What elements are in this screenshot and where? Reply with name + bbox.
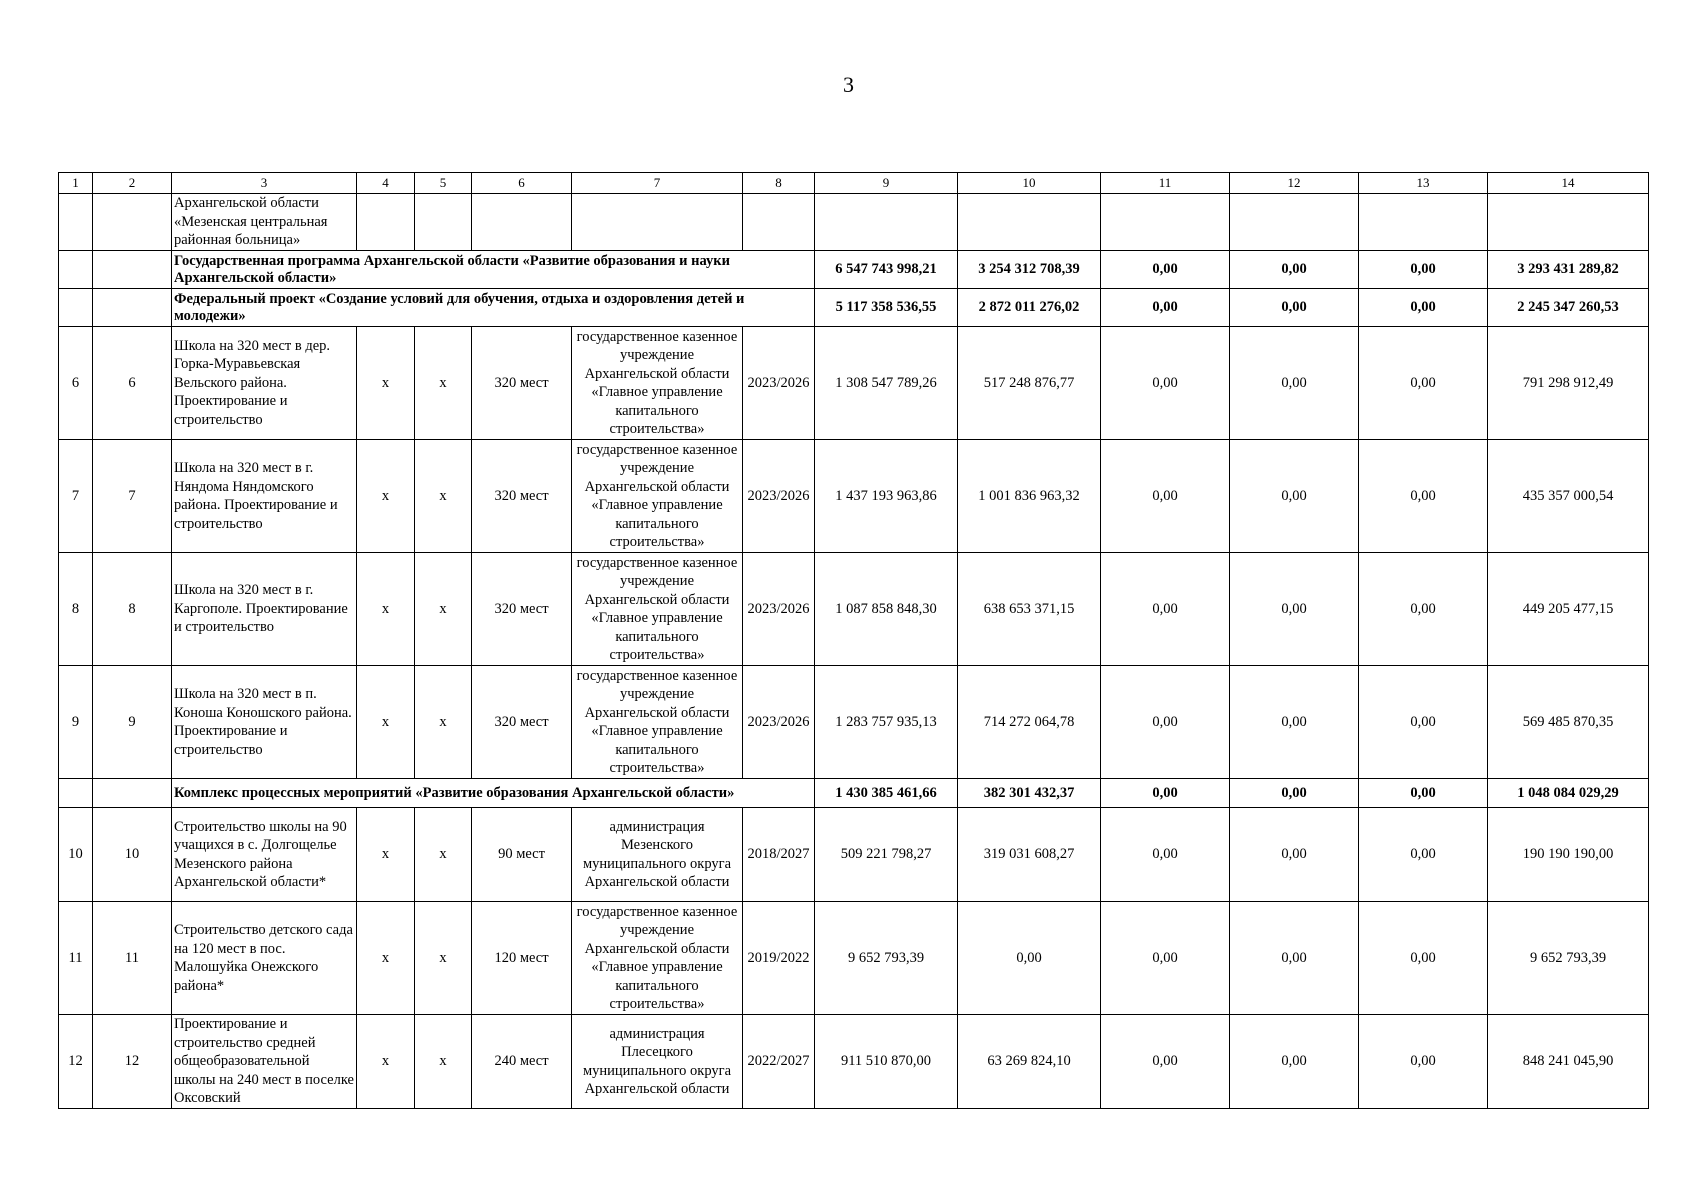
amount: 190 190 190,00	[1488, 808, 1649, 902]
object-name: Школа на 320 мест в п. Коноша Коношского района. Проектирование и строительство	[172, 666, 357, 779]
amount: 911 510 870,00	[815, 1015, 958, 1109]
amount: 0,00	[1359, 808, 1488, 902]
col-header: 14	[1488, 173, 1649, 194]
col-header: 7	[572, 173, 743, 194]
amount: 0,00	[1101, 251, 1230, 289]
complex-title: Комплекс процессных мероприятий «Развитие образования Архангельской области»	[172, 779, 815, 808]
col-header: 10	[958, 173, 1101, 194]
amount: 0,00	[1230, 779, 1359, 808]
capacity: 90 мест	[472, 808, 572, 902]
amount: 3 293 431 289,82	[1488, 251, 1649, 289]
page-number: 3	[843, 72, 854, 97]
amount: 0,00	[1101, 666, 1230, 779]
federal-project-title: Федеральный проект «Создание условий для обучения, отдыха и оздоровления детей и молодежи»	[172, 289, 815, 327]
capacity: 320 мест	[472, 440, 572, 553]
col-header: 2	[93, 173, 172, 194]
amount: 0,00	[1359, 440, 1488, 553]
amount: 319 031 608,27	[958, 808, 1101, 902]
table-row: 6 6 Школа на 320 мест в дер. Горка-Муравьевская Вельского района. Проектирование и строительство х х 320 мест государственное казенное учреждение Архангельской области «Главное управление капитального строительства» 2023/2026 1 308 547 789,26 517 248 876,77 0,00 0,00 0,00 791 298 912,49	[59, 327, 1649, 440]
capacity: 320 мест	[472, 666, 572, 779]
customer: администрация Мезенского муниципального округа Архангельской области	[572, 808, 743, 902]
col-header: 1	[59, 173, 93, 194]
capacity: 120 мест	[472, 902, 572, 1015]
amount: 2 245 347 260,53	[1488, 289, 1649, 327]
amount: 0,00	[1359, 666, 1488, 779]
col-header: 11	[1101, 173, 1230, 194]
col-header: 6	[472, 173, 572, 194]
amount: 435 357 000,54	[1488, 440, 1649, 553]
col-header: 9	[815, 173, 958, 194]
capacity: 320 мест	[472, 553, 572, 666]
amount: 509 221 798,27	[815, 808, 958, 902]
customer: государственное казенное учреждение Архангельской области «Главное управление капитального строительства»	[572, 666, 743, 779]
table-row: 9 9 Школа на 320 мест в п. Коноша Коношского района. Проектирование и строительство х х 320 мест государственное казенное учреждение Архангельской области «Главное управление капитального строительства» 2023/2026 1 283 757 935,13 714 272 064,78 0,00 0,00 0,00 569 485 870,35	[59, 666, 1649, 779]
amount: 0,00	[1101, 289, 1230, 327]
amount: 0,00	[1230, 1015, 1359, 1109]
amount: 714 272 064,78	[958, 666, 1101, 779]
col-header: 3	[172, 173, 357, 194]
amount: 1 087 858 848,30	[815, 553, 958, 666]
continuation-row	[59, 194, 1649, 251]
amount: 1 308 547 789,26	[815, 327, 958, 440]
investment-objects-table	[58, 172, 1649, 1109]
object-name: Школа на 320 мест в г. Каргополе. Проектирование и строительство	[172, 553, 357, 666]
amount: 1 001 836 963,32	[958, 440, 1101, 553]
customer: государственное казенное учреждение Архангельской области «Главное управление капитального строительства»	[572, 327, 743, 440]
object-name: Проектирование и строительство средней общеобразовательной школы на 240 мест в поселке Оксовский	[172, 1015, 357, 1109]
amount: 63 269 824,10	[958, 1015, 1101, 1109]
amount: 2 872 011 276,02	[958, 289, 1101, 327]
amount: 0,00	[1230, 440, 1359, 553]
amount: 0,00	[1101, 1015, 1230, 1109]
period: 2018/2027	[743, 808, 815, 902]
period: 2023/2026	[743, 327, 815, 440]
col-header: 5	[415, 173, 472, 194]
period: 2022/2027	[743, 1015, 815, 1109]
amount: 0,00	[1101, 779, 1230, 808]
amount: 0,00	[1230, 251, 1359, 289]
amount: 0,00	[1359, 902, 1488, 1015]
amount: 1 437 193 963,86	[815, 440, 958, 553]
amount: 0,00	[958, 902, 1101, 1015]
object-name: Строительство детского сада на 120 мест в пос. Малошуйка Онежского района*	[172, 902, 357, 1015]
col-header: 8	[743, 173, 815, 194]
federal-project-total-row	[59, 289, 1649, 327]
complex-total-row	[59, 779, 1649, 808]
amount: 0,00	[1101, 902, 1230, 1015]
amount: 0,00	[1230, 553, 1359, 666]
object-name: Школа на 320 мест в г. Няндома Няндомского района. Проектирование и строительство	[172, 440, 357, 553]
amount: 0,00	[1230, 327, 1359, 440]
period: 2023/2026	[743, 666, 815, 779]
amount: 382 301 432,37	[958, 779, 1101, 808]
col-header: 4	[357, 173, 415, 194]
customer: государственное казенное учреждение Архангельской области «Главное управление капитального строительства»	[572, 902, 743, 1015]
amount: 0,00	[1230, 808, 1359, 902]
amount: 848 241 045,90	[1488, 1015, 1649, 1109]
amount: 6 547 743 998,21	[815, 251, 958, 289]
amount: 0,00	[1230, 289, 1359, 327]
amount: 569 485 870,35	[1488, 666, 1649, 779]
column-number-row	[59, 173, 1649, 194]
amount: 0,00	[1359, 779, 1488, 808]
amount: 0,00	[1101, 808, 1230, 902]
object-name: Архангельской области «Мезенская центральная районная больница»	[172, 194, 357, 251]
amount: 0,00	[1359, 289, 1488, 327]
amount: 1 430 385 461,66	[815, 779, 958, 808]
object-name: Строительство школы на 90 учащихся в с. Долгощелье Мезенского района Архангельской области*	[172, 808, 357, 902]
col-header: 12	[1230, 173, 1359, 194]
amount: 0,00	[1359, 327, 1488, 440]
program-total-row	[59, 251, 1649, 289]
customer: администрация Плесецкого муниципального округа Архангельской области	[572, 1015, 743, 1109]
amount: 0,00	[1230, 902, 1359, 1015]
program-title: Государственная программа Архангельской области «Развитие образования и науки Архангельской области»	[172, 251, 815, 289]
table-row: 8 8 Школа на 320 мест в г. Каргополе. Проектирование и строительство х х 320 мест государственное казенное учреждение Архангельской области «Главное управление капитального строительства» 2023/2026 1 087 858 848,30 638 653 371,15 0,00 0,00 0,00 449 205 477,15	[59, 553, 1649, 666]
amount: 1 048 084 029,29	[1488, 779, 1649, 808]
amount: 5 117 358 536,55	[815, 289, 958, 327]
amount: 449 205 477,15	[1488, 553, 1649, 666]
amount: 1 283 757 935,13	[815, 666, 958, 779]
amount: 9 652 793,39	[815, 902, 958, 1015]
amount: 0,00	[1359, 553, 1488, 666]
period: 2023/2026	[743, 440, 815, 553]
amount: 0,00	[1101, 327, 1230, 440]
customer: государственное казенное учреждение Архангельской области «Главное управление капитального строительства»	[572, 440, 743, 553]
table-row: 11 11 Строительство детского сада на 120 мест в пос. Малошуйка Онежского района* х х 120 мест государственное казенное учреждение Архангельской области «Главное управление капитального строительства» 2019/2022 9 652 793,39 0,00 0,00 0,00 0,00 9 652 793,39	[59, 902, 1649, 1015]
amount: 0,00	[1101, 440, 1230, 553]
col-header: 13	[1359, 173, 1488, 194]
period: 2019/2022	[743, 902, 815, 1015]
amount: 0,00	[1230, 666, 1359, 779]
amount: 0,00	[1359, 251, 1488, 289]
customer: государственное казенное учреждение Архангельской области «Главное управление капитального строительства»	[572, 553, 743, 666]
amount: 0,00	[1101, 553, 1230, 666]
capacity: 240 мест	[472, 1015, 572, 1109]
amount: 0,00	[1359, 1015, 1488, 1109]
object-name: Школа на 320 мест в дер. Горка-Муравьевская Вельского района. Проектирование и строительство	[172, 327, 357, 440]
amount: 638 653 371,15	[958, 553, 1101, 666]
table-row: 12 12 Проектирование и строительство средней общеобразовательной школы на 240 мест в поселке Оксовский х х 240 мест администрация Плесецкого муниципального округа Архангельской области 2022/2027 911 510 870,00 63 269 824,10 0,00 0,00 0,00 848 241 045,90	[59, 1015, 1649, 1109]
period: 2023/2026	[743, 553, 815, 666]
amount: 791 298 912,49	[1488, 327, 1649, 440]
capacity: 320 мест	[472, 327, 572, 440]
amount: 9 652 793,39	[1488, 902, 1649, 1015]
amount: 517 248 876,77	[958, 327, 1101, 440]
table-row: 7 7 Школа на 320 мест в г. Няндома Няндомского района. Проектирование и строительство х х 320 мест государственное казенное учреждение Архангельской области «Главное управление капитального строительства» 2023/2026 1 437 193 963,86 1 001 836 963,32 0,00 0,00 0,00 435 357 000,54	[59, 440, 1649, 553]
table-row: 10 10 Строительство школы на 90 учащихся в с. Долгощелье Мезенского района Архангельской области* х х 90 мест администрация Мезенского муниципального округа Архангельской области 2018/2027 509 221 798,27 319 031 608,27 0,00 0,00 0,00 190 190 190,00	[59, 808, 1649, 902]
amount: 3 254 312 708,39	[958, 251, 1101, 289]
